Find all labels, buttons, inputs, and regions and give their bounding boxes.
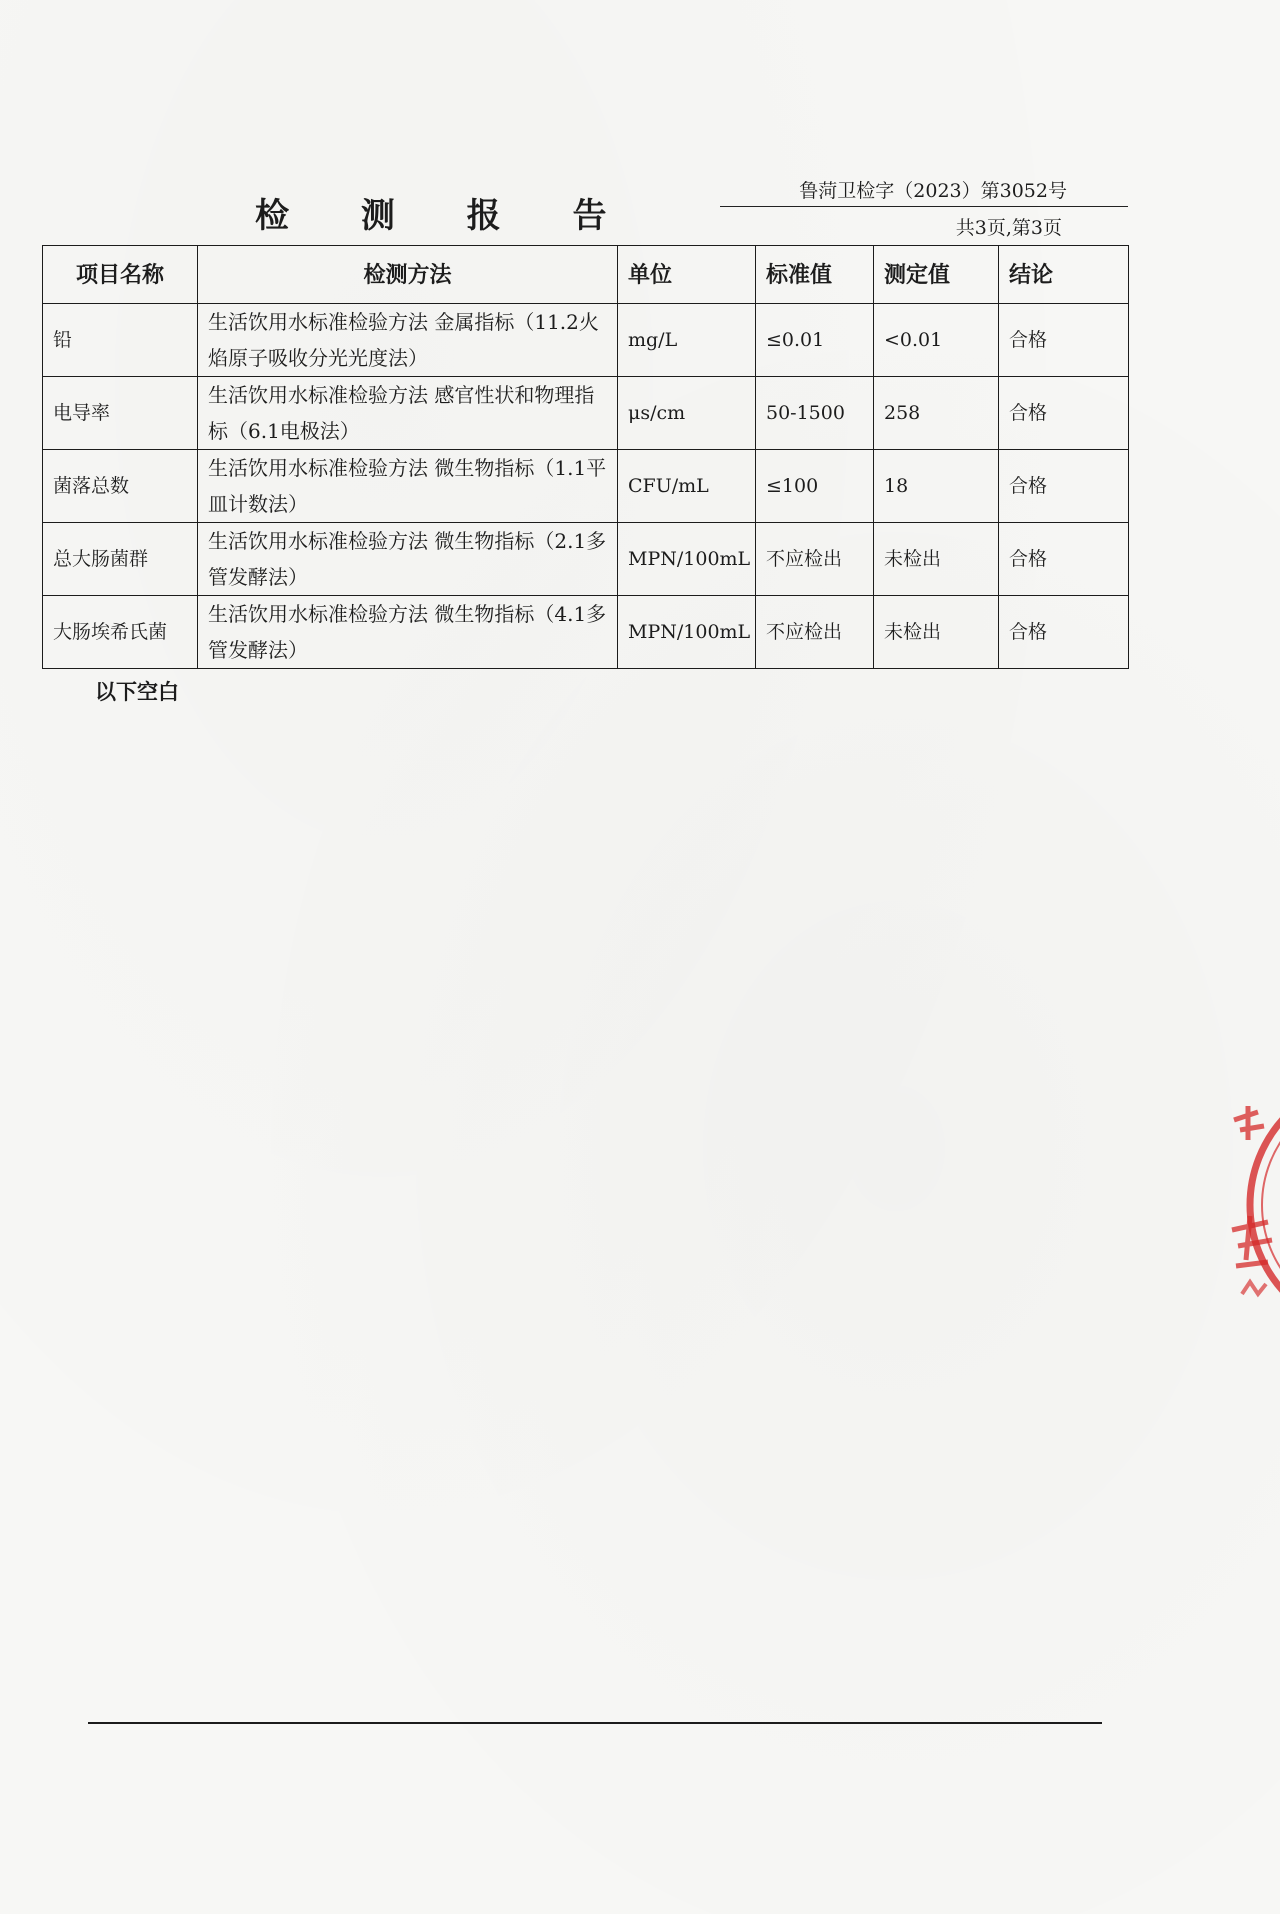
table-row [43, 596, 1129, 669]
cell-method: 生活饮用水标准检验方法 微生物指标（1.1平皿计数法） [198, 450, 618, 523]
results-table-wrap [42, 245, 1128, 669]
cell-standard: 不应检出 [756, 596, 874, 669]
header-rule [720, 206, 1128, 207]
official-seal-stamp [1228, 1070, 1280, 1340]
report-number: 鲁菏卫检字（2023）第3052号 [799, 180, 1067, 202]
cell-item-name: 菌落总数 [43, 450, 198, 523]
cell-item-name: 铅 [43, 304, 198, 377]
column-header-measured: 测定值 [874, 246, 999, 304]
cell-measured: <0.01 [874, 304, 999, 377]
cell-conclusion: 合格 [999, 596, 1129, 669]
page-count: 共3页,第3页 [955, 217, 1062, 239]
column-header-unit: 单位 [618, 246, 756, 304]
cell-method: 生活饮用水标准检验方法 感官性状和物理指标（6.1电极法） [198, 377, 618, 450]
cell-item-name: 总大肠菌群 [43, 523, 198, 596]
cell-measured: 未检出 [874, 523, 999, 596]
table-row [43, 523, 1129, 596]
cell-conclusion: 合格 [999, 304, 1129, 377]
blank-below-note: 以下空白 [95, 679, 179, 704]
column-header-conclusion: 结论 [999, 246, 1129, 304]
cell-standard: 50-1500 [756, 377, 874, 450]
cell-standard: 不应检出 [756, 523, 874, 596]
cell-conclusion: 合格 [999, 377, 1129, 450]
cell-method: 生活饮用水标准检验方法 金属指标（11.2火焰原子吸收分光光度法） [198, 304, 618, 377]
cell-measured: 18 [874, 450, 999, 523]
cell-unit: MPN/100mL [618, 523, 756, 596]
cell-item-name: 电导率 [43, 377, 198, 450]
cell-unit: mg/L [618, 304, 756, 377]
cell-unit: μs/cm [618, 377, 756, 450]
cell-unit: MPN/100mL [618, 596, 756, 669]
cell-method: 生活饮用水标准检验方法 微生物指标（4.1多管发酵法） [198, 596, 618, 669]
cell-unit: CFU/mL [618, 450, 756, 523]
report-title: 检 测 报 告 [255, 196, 637, 236]
cell-measured: 未检出 [874, 596, 999, 669]
column-header-standard: 标准值 [756, 246, 874, 304]
footer-rule [88, 1722, 1102, 1724]
cell-conclusion: 合格 [999, 450, 1129, 523]
table-row [43, 304, 1129, 377]
column-header-item-name: 项目名称 [43, 246, 198, 304]
table-header-row [43, 246, 1129, 304]
cell-method: 生活饮用水标准检验方法 微生物指标（2.1多管发酵法） [198, 523, 618, 596]
cell-standard: ≤0.01 [756, 304, 874, 377]
table-row [43, 450, 1129, 523]
table-row [43, 377, 1129, 450]
column-header-method: 检测方法 [198, 246, 618, 304]
cell-item-name: 大肠埃希氏菌 [43, 596, 198, 669]
cell-conclusion: 合格 [999, 523, 1129, 596]
seal-graphic [1228, 1070, 1280, 1340]
cell-standard: ≤100 [756, 450, 874, 523]
cell-measured: 258 [874, 377, 999, 450]
results-table [42, 245, 1129, 669]
